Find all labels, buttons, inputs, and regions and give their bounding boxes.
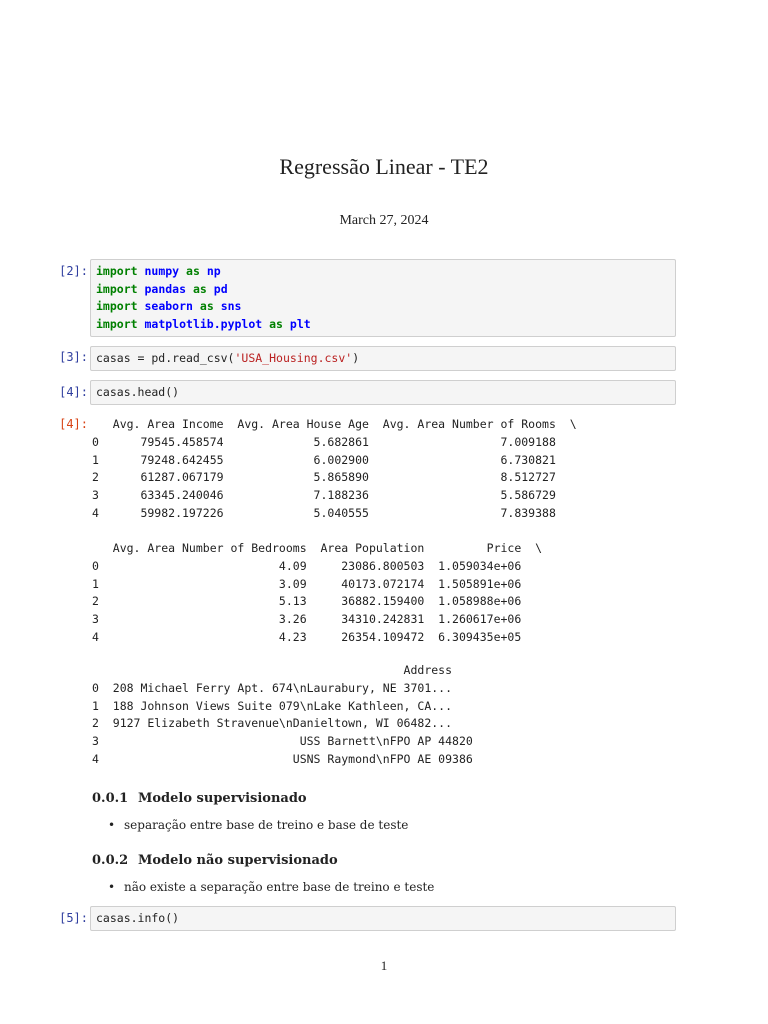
cell-prompt: [3]: (59, 350, 88, 364)
dataframe-output-block-1: Avg. Area Income Avg. Area House Age Avg. Area Number of Rooms \ 0 79545.458574 5.682861 7.009188 1 79248.642455 6.002900 6.730821 2 61287.067179 5.865890 8.512727 3 63345.240046 7.188236 5.586729 4 59982.197226 5.040555 7.839388 (92, 417, 577, 520)
code-cell-head[interactable]: casas.head() (90, 380, 676, 405)
output-prompt: [4]: (59, 417, 88, 431)
cell-prompt: [2]: (59, 264, 88, 278)
cell-prompt: [4]: (59, 385, 88, 399)
document-title: Regressão Linear - TE2 (279, 154, 489, 179)
code-cell-read-csv[interactable]: casas = pd.read_csv('USA_Housing.csv') (90, 346, 676, 371)
code-cell-imports[interactable] (90, 259, 676, 337)
dataframe-output-block-2: Avg. Area Number of Bedrooms Area Population Price \ 0 4.09 23086.800503 1.059034e+06 1 3.09 40173.072174 1.505891e+06 2 5.13 36882.159400 1.058988e+06 3 3.26 34310.242831 1.260617e+06 4 4.23 26354.109472 6.309435e+05 (92, 541, 543, 644)
code-line: import pandas as pd (96, 281, 228, 296)
document-date: March 27, 2024 (339, 213, 429, 228)
code-line: import numpy as np (96, 264, 221, 278)
code-cell-info[interactable]: casas.info() (90, 906, 676, 931)
page-number: 1 (380, 958, 388, 973)
list-item: • não existe a separação entre base de treino e teste (108, 880, 435, 894)
code-line: import seaborn as sns (96, 299, 242, 313)
list-item: • separação entre base de treino e base de teste (108, 818, 409, 832)
code-line: import matplotlib.pyplot as plt (96, 316, 311, 331)
section-heading: 0.0.1 Modelo supervisionado (92, 791, 307, 806)
dataframe-output-block-3: Address 0 208 Michael Ferry Apt. 674\nLaurabury, NE 3701... 1 188 Johnson Views Suite 079\nLake Kathleen, CA... 2 9127 Elizabeth Stravenue\nDanieltown, WI 06482... 3 USS Barnett\nFPO AP 44820 4 USNS Raymond\nFPO AE 09386 (92, 663, 473, 766)
section-heading: 0.0.2 Modelo não supervisionado (92, 853, 338, 868)
cell-prompt: [5]: (59, 911, 88, 925)
